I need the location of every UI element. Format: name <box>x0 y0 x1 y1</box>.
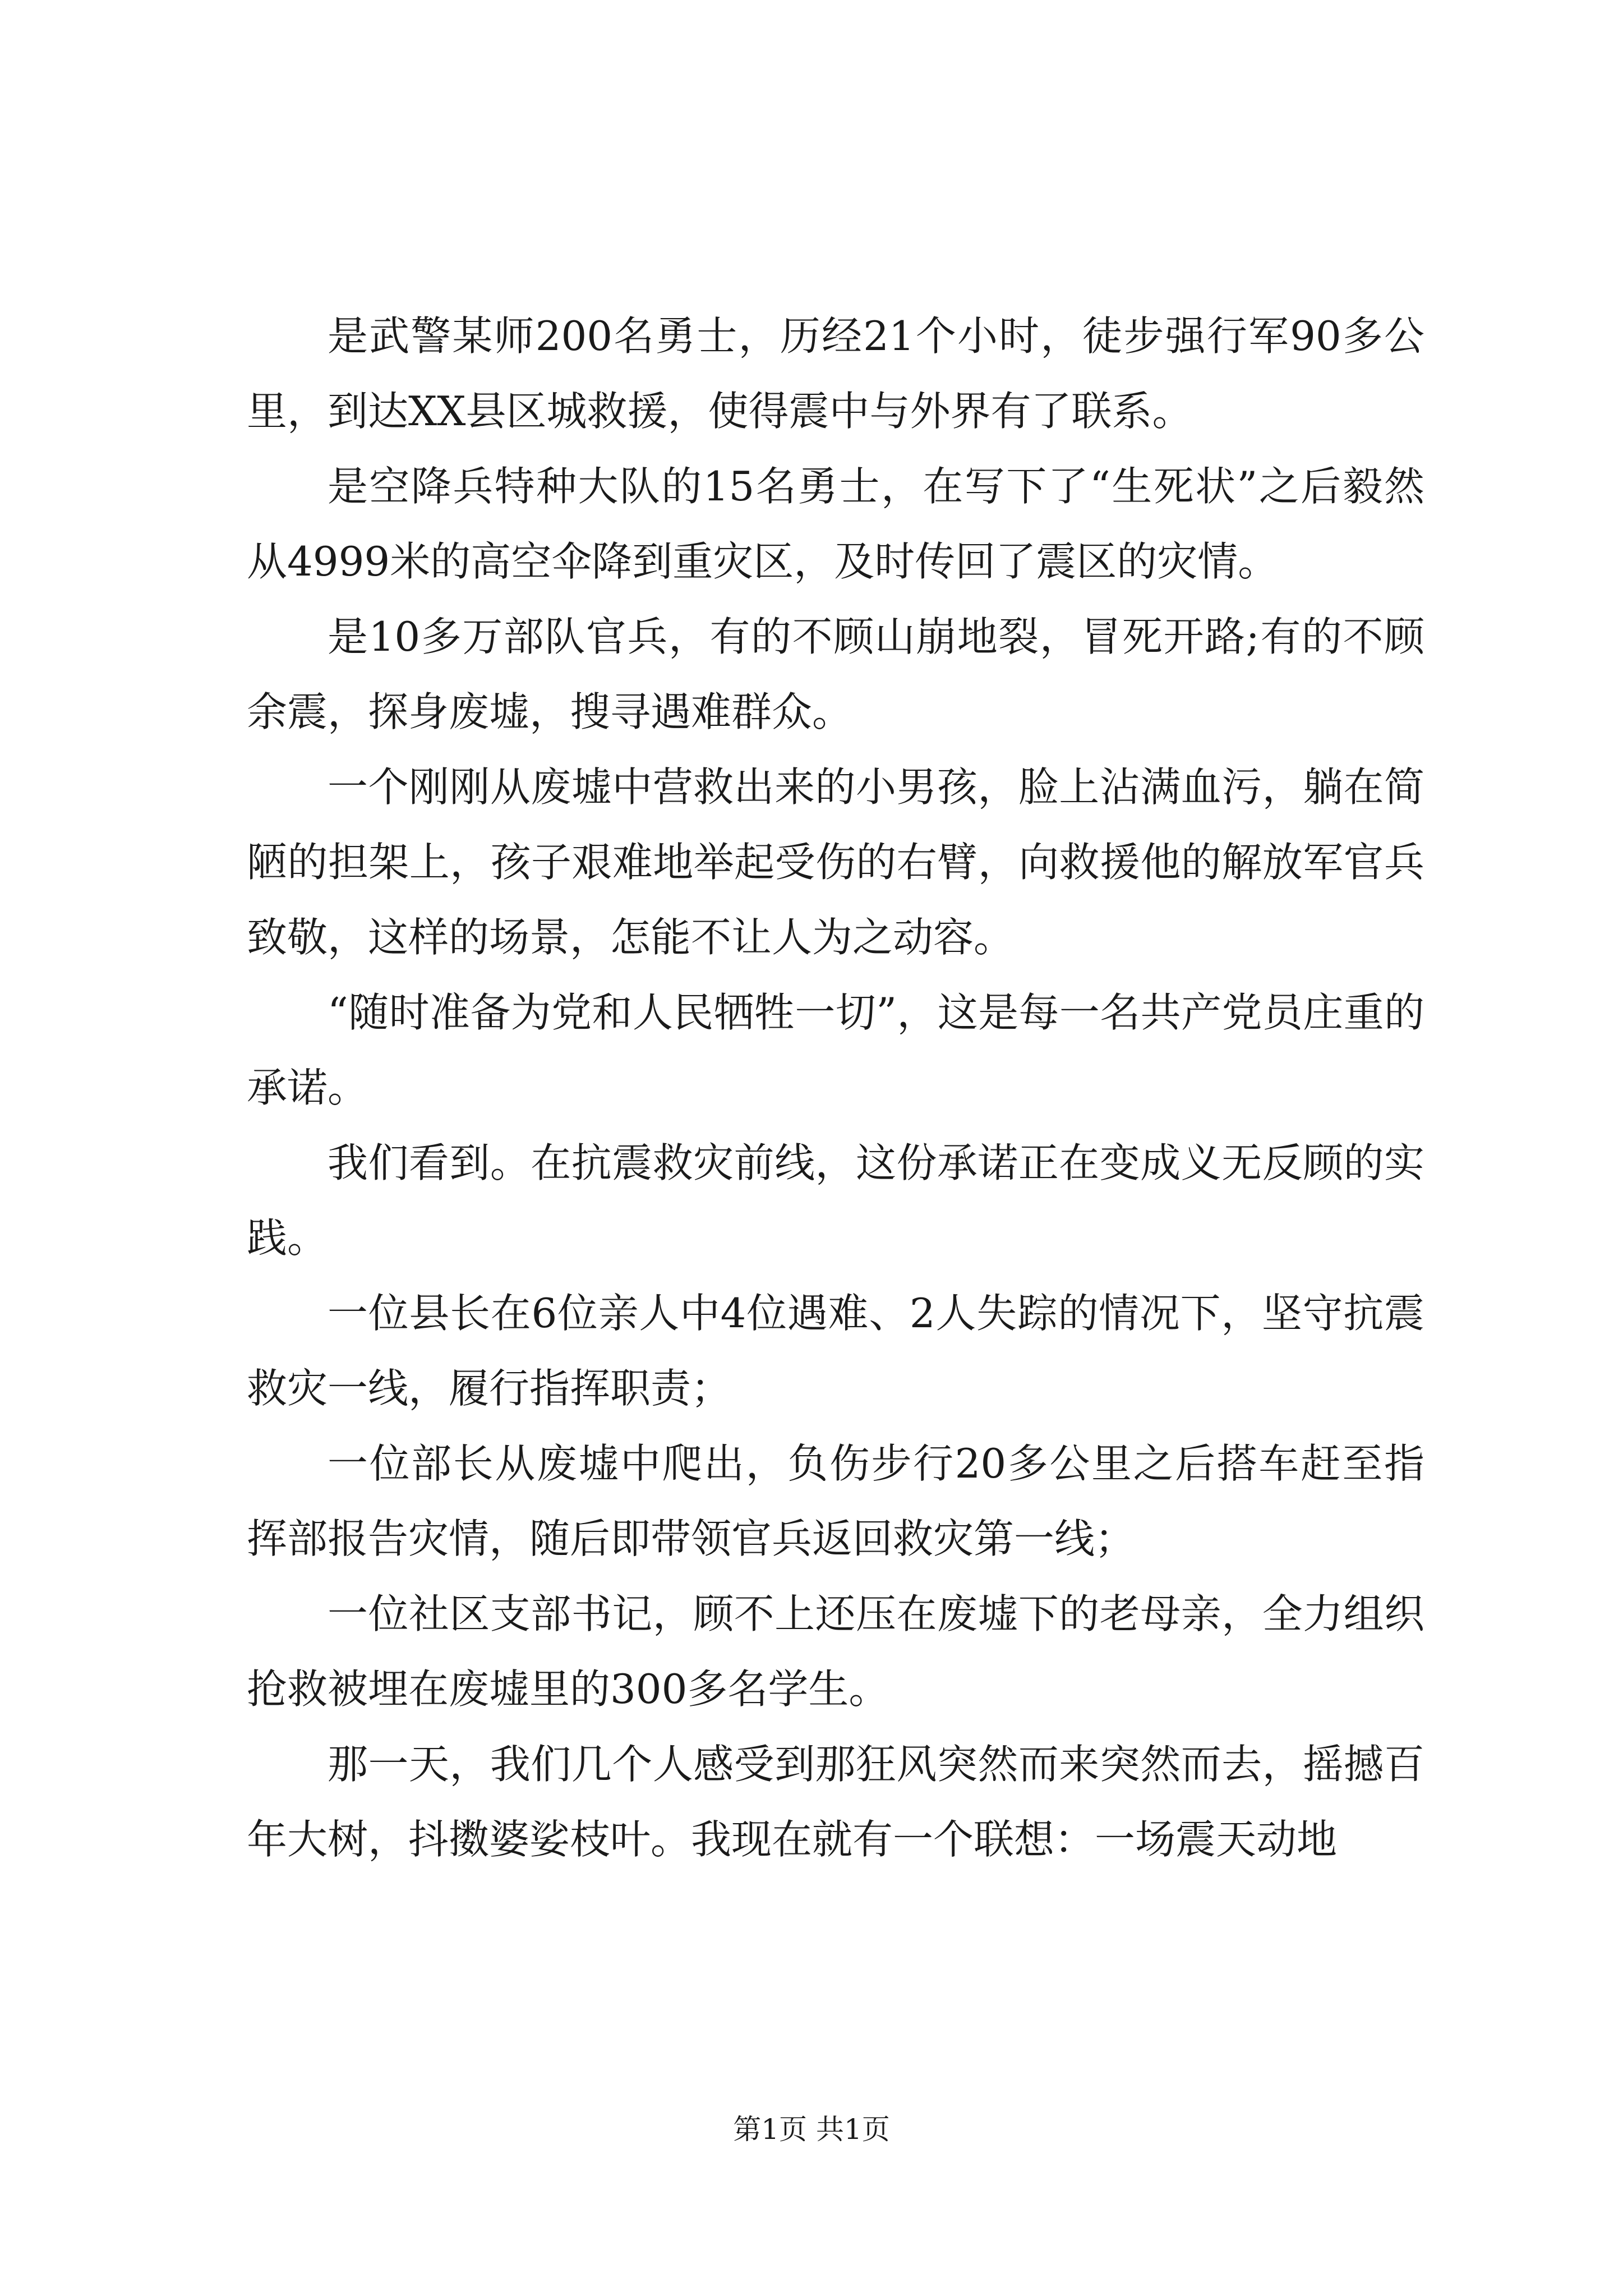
paragraph: 一位部长从废墟中爬出，负伤步行20多公里之后搭车赶至指挥部报告灾情，随后即带领官兵返回救灾第一线； <box>247 1440 1424 1562</box>
page-footer <box>0 2113 1623 2146</box>
page-number-label: 第1页 共1页 <box>733 2113 890 2146</box>
paragraph: 我们看到。在抗震救灾前线，这份承诺正在变成义无反顾的实践。 <box>247 1139 1424 1262</box>
paragraph: 一位社区支部书记，顾不上还压在废墟下的老母亲，全力组织抢救被埋在废墟里的300多名学生。 <box>247 1590 1424 1713</box>
document-body <box>247 298 1424 1877</box>
paragraph: 那一天，我们几个人感受到那狂风突然而来突然而去，摇撼百年大树，抖擞婆娑枝叶。我现在就有一个联想：一场震天动地 <box>247 1741 1424 1863</box>
paragraph: 一个刚刚从废墟中营救出来的小男孩，脸上沾满血污，躺在简陋的担架上，孩子艰难地举起受伤的右臂，向救援他的解放军官兵致敬，这样的场景，怎能不让人为之动容。 <box>247 763 1424 961</box>
paragraph: 是武警某师200名勇士，历经21个小时，徒步强行军90多公里，到达XX县区城救援，使得震中与外界有了联系。 <box>247 312 1424 435</box>
paragraph: 是空降兵特种大队的15名勇士，在写下了“生死状”之后毅然从4999米的高空伞降到重灾区，及时传回了震区的灾情。 <box>247 463 1424 585</box>
paragraph: 是10多万部队官兵，有的不顾山崩地裂，冒死开路;有的不顾余震，探身废墟，搜寻遇难群众。 <box>247 613 1424 735</box>
paragraph: “随时准备为党和人民牺牲一切”，这是每一名共产党员庄重的承诺。 <box>247 989 1424 1111</box>
paragraph: 一位县长在6位亲人中4位遇难、2人失踪的情况下，坚守抗震救灾一线，履行指挥职责； <box>247 1290 1424 1412</box>
